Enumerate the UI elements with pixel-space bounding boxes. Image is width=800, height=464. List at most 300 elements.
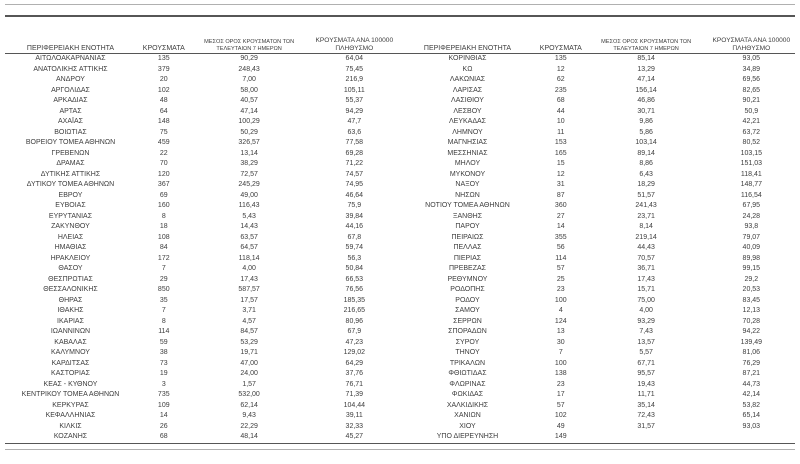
- column-header-per100k: ΚΡΟΥΣΜΑΤΑ ΑΝΑ 100000 ΠΛΗΘΥΣΜΟ: [712, 37, 791, 52]
- table-row: [3, 264, 400, 275]
- column-header-avg7days: ΜΕΣΟΣ ΟΡΟΣ ΚΡΟΥΣΜΑΤΩΝ ΤΩΝ ΤΕΛΕΥΤΑΙΩΝ 7 ΗΜΕΡΩΝ: [204, 39, 295, 52]
- cell-region: ΚΟΡΙΝΘΙΑΣ: [448, 55, 487, 63]
- cell-per100k: 47,7: [347, 118, 362, 126]
- cell-per100k: 74,95: [345, 181, 364, 189]
- cell-region: ΑΙΤΩΛΟΑΚΑΡΝΑΝΙΑΣ: [35, 55, 106, 63]
- table-row: [400, 317, 797, 328]
- cell-avg7: 38,29: [240, 160, 258, 168]
- cell-region: ΥΠΟ ΔΙΕΡΕΥΝΗΣΗ: [436, 433, 499, 441]
- bottom-dark-rule: [5, 443, 795, 444]
- cell-region: ΙΚΑΡΙΑΣ: [57, 317, 84, 325]
- cell-cases: 38: [159, 349, 168, 357]
- cell-cases: 57: [556, 401, 565, 409]
- table-row: [3, 432, 400, 443]
- top-light-rule: [5, 4, 795, 5]
- cell-per100k: 69,28: [345, 149, 364, 157]
- table-row: [3, 117, 400, 128]
- cell-avg7: 53,29: [240, 338, 258, 346]
- table-row: [400, 369, 797, 380]
- cell-cases: 56: [556, 244, 565, 252]
- table-row: [3, 369, 400, 380]
- cell-region: ΚΙΛΚΙΣ: [59, 422, 82, 430]
- cell-cases: 7: [161, 265, 166, 273]
- cell-avg7: 7,43: [639, 328, 653, 336]
- cell-per100k: 76,29: [742, 359, 761, 367]
- cell-per100k: 69,56: [742, 76, 761, 84]
- cell-cases: 68: [556, 97, 565, 105]
- cell-per100k: 42,14: [742, 391, 761, 399]
- cell-region: ΚΕΝΤΡΙΚΟΥ ΤΟΜΕΑ ΑΘΗΝΩΝ: [21, 391, 120, 399]
- cell-cases: 153: [554, 139, 567, 147]
- cell-avg7: 8,14: [639, 223, 653, 231]
- cell-cases: 7: [161, 307, 166, 315]
- table-row: [3, 317, 400, 328]
- cell-avg7: 51,57: [637, 191, 655, 199]
- cell-cases: 172: [157, 254, 170, 262]
- cell-cases: 27: [556, 212, 565, 220]
- table-row: [400, 138, 797, 149]
- cell-per100k: 40,09: [742, 244, 761, 252]
- table-row: [400, 107, 797, 118]
- column-header-per100k: ΚΡΟΥΣΜΑΤΑ ΑΝΑ 100000 ΠΛΗΘΥΣΜΟ: [315, 37, 394, 52]
- table-row: [3, 401, 400, 412]
- cell-avg7: 532,00: [238, 391, 260, 399]
- cell-per100k: 81,06: [742, 349, 761, 357]
- cell-cases: 18: [159, 223, 168, 231]
- cell-avg7: 35,14: [637, 401, 655, 409]
- cell-cases: 100: [554, 359, 567, 367]
- cell-region: ΡΟΔΟΠΗΣ: [450, 286, 485, 294]
- cell-region: ΚΑΛΥΜΝΟΥ: [51, 349, 90, 357]
- cell-per100k: 116,54: [740, 191, 762, 199]
- table-row: [3, 359, 400, 370]
- table-row: [400, 180, 797, 191]
- cell-per100k: 148,77: [740, 181, 763, 189]
- cell-per100k: 65,14: [742, 412, 761, 420]
- cell-cases: 10: [556, 118, 565, 126]
- cell-per100k: 104,44: [343, 401, 366, 409]
- table-row: [3, 285, 400, 296]
- cell-avg7: 48,14: [240, 433, 258, 441]
- cell-per100k: 67,95: [742, 202, 761, 210]
- cell-cases: 14: [159, 412, 168, 420]
- cell-region: ΓΡΕΒΕΝΩΝ: [51, 149, 90, 157]
- table-row: [3, 86, 400, 97]
- cell-per100k: 55,37: [345, 97, 364, 105]
- cell-cases: 62: [556, 76, 565, 84]
- cell-region: ΦΩΚΙΔΑΣ: [451, 391, 484, 399]
- table-row: [400, 390, 797, 401]
- cell-cases: 850: [157, 286, 170, 294]
- table-row: [3, 54, 400, 65]
- table-row: [3, 138, 400, 149]
- cell-region: ΧΙΟΥ: [459, 422, 476, 430]
- table-row: [400, 348, 797, 359]
- cell-avg7: 30,71: [637, 107, 655, 115]
- cell-per100k: 129,02: [343, 349, 366, 357]
- cell-per100k: 34,89: [742, 65, 761, 73]
- cell-region: ΘΕΣΣΑΛΟΝΙΚΗΣ: [43, 286, 98, 294]
- cell-cases: 7: [558, 349, 563, 357]
- cell-per100k: 93,03: [742, 422, 761, 430]
- cell-per100k: 151,03: [740, 160, 763, 168]
- cell-avg7: 75,00: [637, 296, 655, 304]
- table-row: [400, 254, 797, 265]
- cell-cases: 57: [556, 265, 565, 273]
- table-row: [400, 222, 797, 233]
- cell-region: ΚΕΑΣ - ΚΥΘΝΟΥ: [43, 380, 98, 388]
- cell-region: ΛΗΜΝΟΥ: [452, 128, 483, 136]
- table-row: [400, 306, 797, 317]
- cell-per100k: 83,45: [742, 296, 761, 304]
- cell-avg7: 36,71: [637, 265, 655, 273]
- cell-avg7: 5,57: [639, 349, 653, 357]
- cell-cases: 75: [159, 128, 168, 136]
- cell-cases: 69: [159, 191, 168, 199]
- cell-cases: 100: [554, 296, 567, 304]
- cell-avg7: 17,57: [240, 296, 258, 304]
- table-row: [400, 296, 797, 307]
- cell-cases: 114: [555, 254, 567, 262]
- table-row: [3, 422, 400, 433]
- table-row: [400, 54, 797, 65]
- cell-region: ΒΟΡΕΙΟΥ ΤΟΜΕΑ ΑΘΗΝΩΝ: [25, 139, 116, 147]
- cell-avg7: 13,57: [637, 338, 655, 346]
- cell-region: ΚΕΦΑΛΛΗΝΙΑΣ: [45, 412, 96, 420]
- cell-region: ΠΡΕΒΕΖΑΣ: [448, 265, 486, 273]
- table-row: [3, 191, 400, 202]
- cell-avg7: 50,29: [240, 128, 258, 136]
- cell-cases: 23: [556, 286, 565, 294]
- cell-avg7: 17,43: [637, 275, 655, 283]
- cell-region: ΗΡΑΚΛΕΙΟΥ: [50, 254, 91, 262]
- table-row: [3, 233, 400, 244]
- cell-per100k: 93,05: [742, 55, 761, 63]
- cell-cases: 148: [157, 118, 170, 126]
- table-row: [400, 128, 797, 139]
- cell-avg7: 116,43: [238, 202, 260, 210]
- table-row: [3, 128, 400, 139]
- cell-avg7: 4,00: [242, 265, 256, 273]
- column-header-avg7days: ΜΕΣΟΣ ΟΡΟΣ ΚΡΟΥΣΜΑΤΩΝ ΤΩΝ ΤΕΛΕΥΤΑΙΩΝ 7 ΗΜΕΡΩΝ: [601, 39, 692, 52]
- cell-cases: 735: [157, 391, 170, 399]
- cell-region: ΗΜΑΘΙΑΣ: [54, 244, 87, 252]
- cell-region: ΚΩ: [462, 65, 473, 73]
- cell-region: ΦΛΩΡΙΝΑΣ: [449, 380, 486, 388]
- cell-cases: 19: [159, 370, 168, 378]
- table-row: [3, 180, 400, 191]
- cell-per100k: 39,84: [345, 212, 364, 220]
- cell-avg7: 40,57: [240, 97, 258, 105]
- cell-region: ΔΥΤΙΚΗΣ ΑΤΤΙΚΗΣ: [40, 170, 101, 178]
- cell-cases: 20: [159, 76, 168, 84]
- cell-cases: 26: [159, 422, 168, 430]
- table-row: [3, 243, 400, 254]
- cell-avg7: 67,71: [637, 359, 655, 367]
- cell-per100k: 75,9: [347, 202, 362, 210]
- cell-per100k: 45,27: [345, 433, 364, 441]
- table-header-row: [3, 17, 400, 54]
- table-row: [3, 65, 400, 76]
- cell-region: ΖΑΚΥΝΘΟΥ: [51, 223, 90, 231]
- cell-cases: 29: [159, 275, 168, 283]
- table-row: [400, 380, 797, 391]
- table-row: [3, 380, 400, 391]
- cell-avg7: 14,43: [240, 223, 258, 231]
- cell-region: ΧΑΝΙΩΝ: [454, 412, 481, 420]
- regional-cases-table-left: [3, 17, 400, 443]
- cell-per100k: 24,28: [742, 212, 761, 220]
- cell-region: ΜΕΣΣΗΝΙΑΣ: [447, 149, 488, 157]
- cell-cases: 30: [556, 338, 565, 346]
- cell-region: ΘΑΣΟΥ: [58, 265, 83, 273]
- cell-cases: 3: [161, 380, 166, 388]
- cell-avg7: 31,57: [637, 422, 655, 430]
- table-row: [3, 275, 400, 286]
- bottom-light-rule: [5, 449, 795, 450]
- cell-cases: 8: [161, 317, 166, 325]
- cell-avg7: 70,57: [637, 254, 655, 262]
- cell-avg7: 13,14: [240, 149, 258, 157]
- cell-per100k: 82,65: [742, 86, 761, 94]
- cell-per100k: 75,45: [345, 65, 364, 73]
- cell-per100k: 99,15: [742, 265, 761, 273]
- cell-per100k: 94,22: [742, 328, 761, 336]
- cell-region: ΘΕΣΠΡΩΤΙΑΣ: [48, 275, 93, 283]
- cell-region: ΘΗΡΑΣ: [58, 296, 83, 304]
- table-row: [3, 411, 400, 422]
- cell-region: ΛΑΚΩΝΙΑΣ: [449, 76, 486, 84]
- cell-region: ΣΠΟΡΑΔΩΝ: [448, 328, 487, 336]
- cell-cases: 160: [157, 202, 170, 210]
- cell-cases: 59: [159, 338, 168, 346]
- cell-per100k: 70,28: [742, 317, 761, 325]
- cell-cases: 22: [159, 149, 168, 157]
- cell-per100k: 56,3: [347, 254, 362, 262]
- cell-per100k: 76,56: [345, 286, 364, 294]
- cell-cases: 102: [554, 412, 567, 420]
- cell-per100k: 77,58: [345, 139, 364, 147]
- cell-cases: 49: [556, 422, 565, 430]
- table-row: [400, 285, 797, 296]
- table-row: [400, 212, 797, 223]
- cell-per100k: 67,8: [347, 233, 362, 241]
- cell-cases: 17: [556, 391, 565, 399]
- cell-cases: 4: [558, 307, 563, 315]
- cell-region: ΦΘΙΩΤΙΔΑΣ: [448, 370, 487, 378]
- cell-cases: 149: [554, 433, 567, 441]
- table-row: [3, 348, 400, 359]
- cell-region: ΙΘΑΚΗΣ: [57, 307, 84, 315]
- cell-region: ΚΑΡΔΙΤΣΑΣ: [51, 359, 90, 367]
- table-row: [400, 275, 797, 286]
- cell-avg7: 44,43: [637, 244, 655, 252]
- cell-cases: 68: [159, 433, 168, 441]
- cell-avg7: 72,43: [637, 412, 655, 420]
- cell-per100k: 63,72: [742, 128, 761, 136]
- cell-per100k: 79,07: [742, 233, 761, 241]
- cell-per100k: 89,98: [742, 254, 761, 262]
- cell-cases: 138: [554, 370, 567, 378]
- table-row: [400, 96, 797, 107]
- cell-avg7: 248,43: [238, 65, 260, 73]
- cell-avg7: 23,71: [637, 212, 655, 220]
- cell-region: ΠΑΡΟΥ: [455, 223, 480, 231]
- table-row: [400, 327, 797, 338]
- cell-avg7: 18,29: [637, 181, 655, 189]
- cell-avg7: 5,86: [639, 128, 653, 136]
- cell-cases: 367: [157, 181, 170, 189]
- cell-avg7: 3,71: [242, 307, 256, 315]
- cell-per100k: 46,64: [345, 191, 364, 199]
- cell-region: ΑΡΚΑΔΙΑΣ: [53, 97, 88, 105]
- cell-avg7: 95,57: [637, 370, 655, 378]
- cell-per100k: 94,29: [345, 107, 364, 115]
- cell-cases: 11: [557, 128, 565, 136]
- cell-per100k: 71,39: [345, 391, 364, 399]
- cell-per100k: 64,04: [345, 55, 364, 63]
- table-row: [400, 117, 797, 128]
- cell-cases: 114: [158, 328, 170, 336]
- cell-region: ΚΟΖΑΝΗΣ: [53, 433, 88, 441]
- cell-region: ΑΡΓΟΛΙΔΑΣ: [51, 86, 90, 94]
- column-header-region: ΠΕΡΙΦΕΡΕΙΑΚΗ ΕΝΟΤΗΤΑ: [26, 44, 115, 52]
- cell-avg7: 156,14: [635, 86, 657, 94]
- table-row: [3, 201, 400, 212]
- table-row: [3, 212, 400, 223]
- cell-per100k: 118,41: [740, 170, 762, 178]
- cell-per100k: 185,35: [343, 296, 366, 304]
- cell-per100k: 87,21: [742, 370, 761, 378]
- cell-avg7: 7,00: [242, 76, 256, 84]
- table-row: [400, 65, 797, 76]
- cell-per100k: 53,82: [742, 401, 761, 409]
- regional-cases-tables: [3, 17, 797, 443]
- cell-avg7: 58,00: [240, 86, 258, 94]
- cell-cases: 13: [556, 328, 565, 336]
- cell-region: ΝΗΣΩΝ: [455, 191, 480, 199]
- cell-cases: 8: [161, 212, 166, 220]
- cell-cases: 109: [157, 401, 170, 409]
- cell-per100k: 32,33: [345, 422, 364, 430]
- table-row: [3, 107, 400, 118]
- cell-per100k: 12,13: [742, 307, 761, 315]
- table-row: [3, 296, 400, 307]
- cell-region: ΜΗΛΟΥ: [454, 160, 481, 168]
- cell-cases: 120: [157, 170, 170, 178]
- cell-region: ΣΥΡΟΥ: [455, 338, 480, 346]
- cell-region: ΑΝΔΡΟΥ: [56, 76, 85, 84]
- cell-avg7: 6,43: [639, 170, 653, 178]
- cell-avg7: 241,43: [635, 202, 657, 210]
- cell-per100k: 93,8: [744, 223, 759, 231]
- cell-region: ΚΕΡΚΥΡΑΣ: [52, 401, 89, 409]
- cell-cases: 102: [157, 86, 170, 94]
- table-row: [3, 338, 400, 349]
- cell-cases: 124: [554, 317, 567, 325]
- cell-region: ΣΑΜΟΥ: [455, 307, 480, 315]
- cell-avg7: 8,86: [639, 160, 653, 168]
- cell-per100k: 105,11: [343, 86, 365, 94]
- cell-avg7: 4,00: [639, 307, 653, 315]
- table-row: [400, 75, 797, 86]
- table-header-row: [400, 17, 797, 54]
- table-row: [3, 170, 400, 181]
- cell-per100k: 64,29: [345, 359, 364, 367]
- table-row: [3, 159, 400, 170]
- column-header-region: ΠΕΡΙΦΕΡΕΙΑΚΗ ΕΝΟΤΗΤΑ: [423, 44, 512, 52]
- table-row: [3, 75, 400, 86]
- cell-avg7: 63,57: [240, 233, 258, 241]
- table-row: [400, 411, 797, 422]
- table-row: [3, 96, 400, 107]
- cell-region: ΣΕΡΡΩΝ: [453, 317, 482, 325]
- cell-avg7: 245,29: [238, 181, 260, 189]
- cell-region: ΛΕΥΚΑΔΑΣ: [448, 118, 486, 126]
- cell-avg7: 219,14: [635, 233, 657, 241]
- cell-avg7: 4,57: [242, 317, 256, 325]
- cell-avg7: 64,57: [240, 244, 258, 252]
- cell-avg7: 9,86: [639, 118, 653, 126]
- cell-per100k: 103,15: [740, 149, 763, 157]
- table-row: [400, 170, 797, 181]
- cell-region: ΚΑΣΤΟΡΙΑΣ: [51, 370, 90, 378]
- cell-region: ΝΟΤΙΟΥ ΤΟΜΕΑ ΑΘΗΝΩΝ: [425, 202, 510, 210]
- table-row: [400, 191, 797, 202]
- cell-per100k: 59,74: [345, 244, 364, 252]
- table-body: [400, 54, 797, 443]
- cell-cases: 87: [556, 191, 565, 199]
- cell-cases: 14: [556, 223, 565, 231]
- cell-region: ΡΟΔΟΥ: [455, 296, 480, 304]
- cell-avg7: 103,14: [635, 139, 657, 147]
- cell-avg7: 13,29: [637, 65, 655, 73]
- cell-region: ΜΑΓΝΗΣΙΑΣ: [447, 139, 488, 147]
- cell-per100k: 50,84: [345, 265, 364, 273]
- cell-region: ΚΑΒΑΛΑΣ: [54, 338, 87, 346]
- cell-avg7: 47,00: [240, 359, 258, 367]
- cell-region: ΕΥΒΟΙΑΣ: [55, 202, 86, 210]
- cell-per100k: 139,49: [740, 338, 763, 346]
- cell-avg7: 47,14: [240, 107, 258, 115]
- cell-avg7: 11,71: [637, 391, 655, 399]
- cell-avg7: 100,29: [238, 118, 260, 126]
- cell-avg7: 72,57: [240, 170, 258, 178]
- table-row: [400, 264, 797, 275]
- cell-cases: 135: [157, 55, 170, 63]
- cell-avg7: 326,57: [238, 139, 260, 147]
- cell-per100k: 47,23: [345, 338, 364, 346]
- cell-avg7: 19,71: [240, 349, 258, 357]
- cell-region: ΤΗΝΟΥ: [455, 349, 480, 357]
- cell-avg7: 90,29: [240, 55, 258, 63]
- cell-per100k: 44,16: [345, 223, 364, 231]
- cell-per100k: 20,53: [742, 286, 761, 294]
- cell-cases: 84: [159, 244, 168, 252]
- cell-avg7: 19,43: [637, 380, 655, 388]
- table-row: [400, 233, 797, 244]
- cell-cases: 135: [554, 55, 567, 63]
- table-row: [400, 432, 797, 443]
- cell-region: ΠΕΙΡΑΙΩΣ: [451, 233, 484, 241]
- cell-region: ΑΧΑΪΑΣ: [58, 118, 83, 126]
- cell-region: ΡΕΘΥΜΝΟΥ: [447, 275, 488, 283]
- cell-region: ΒΟΙΩΤΙΑΣ: [54, 128, 87, 136]
- cell-per100k: 66,53: [345, 275, 364, 283]
- cell-avg7: 89,14: [637, 149, 655, 157]
- cell-region: ΔΡΑΜΑΣ: [56, 160, 85, 168]
- column-header-cases: ΚΡΟΥΣΜΑΤΑ: [142, 44, 185, 52]
